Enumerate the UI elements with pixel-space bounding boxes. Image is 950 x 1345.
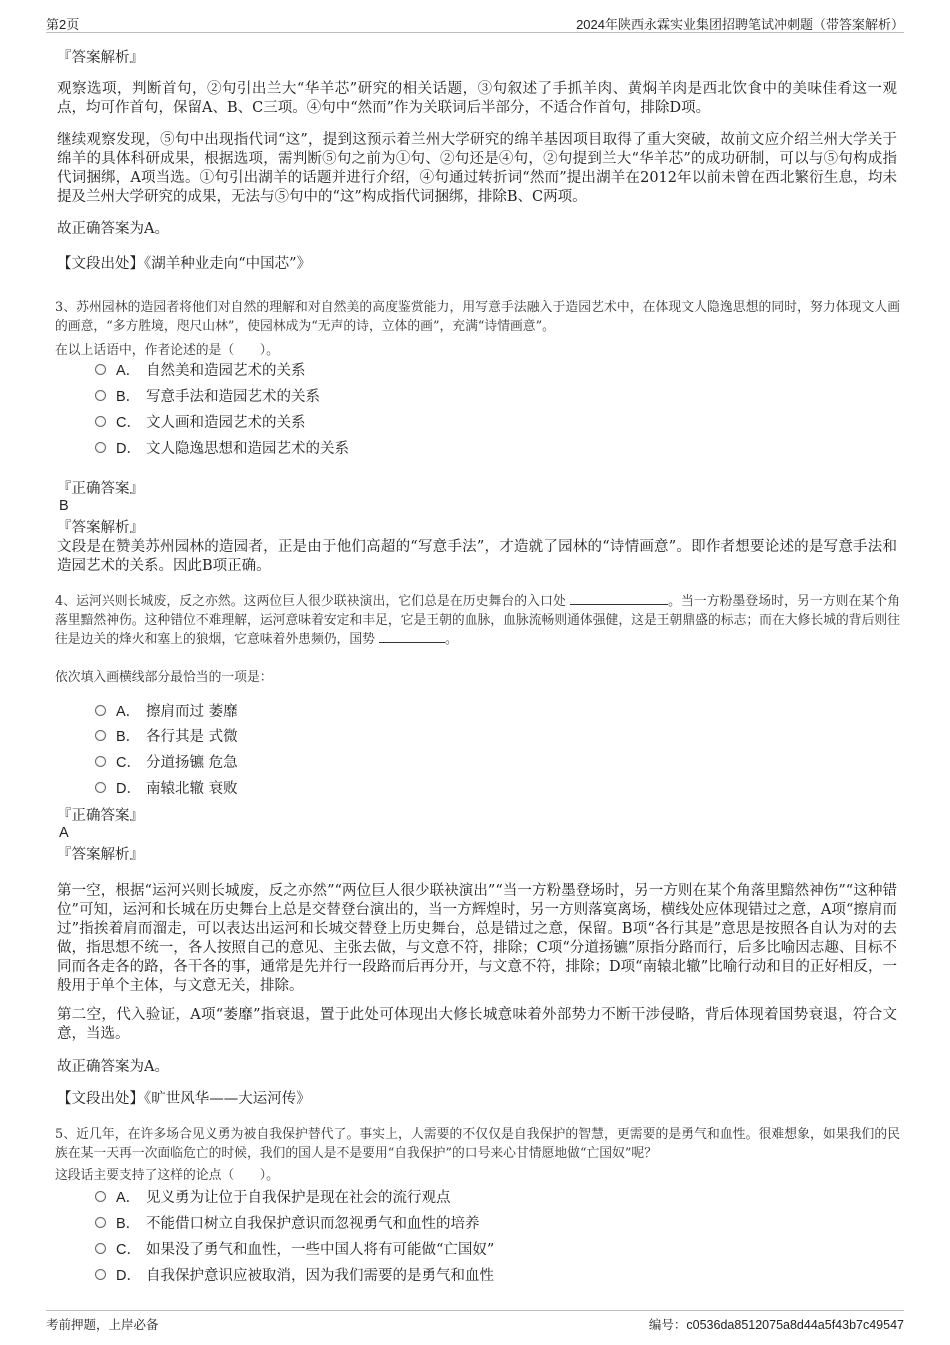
footer-slogan: 考前押题，上岸必备 [46, 1317, 159, 1332]
option-text: 不能借口树立自我保护意识而忽视勇气和血性的培养 [146, 1215, 480, 1232]
option-text: 各行其是 式微 [146, 728, 238, 745]
q4-option-c[interactable] [95, 750, 238, 772]
page-number: 第2页 [46, 17, 80, 32]
q3-answer-label: 『正确答案』 [57, 481, 144, 497]
q4-question: 依次填入画横线部分最恰当的一项是： [55, 670, 273, 685]
option-text: 见义勇为让位于自我保护是现在社会的流行观点 [146, 1189, 451, 1206]
q5-option-a[interactable] [95, 1185, 451, 1207]
q3-option-a[interactable] [95, 358, 306, 380]
q4-analysis-label: 『答案解析』 [57, 847, 144, 863]
radio-button[interactable] [95, 1217, 106, 1228]
q2-analysis-label: 『答案解析』 [57, 50, 144, 66]
radio-button[interactable] [95, 756, 106, 767]
fill-blank-2 [379, 630, 445, 643]
q5-question: 这段话主要支持了这样的论点（ ）。 [55, 1168, 279, 1183]
q2-conclusion: 故正确答案为A。 [57, 221, 169, 237]
radio-button[interactable] [95, 442, 106, 453]
option-text: 自我保护意识应被取消，因为我们需要的是勇气和血性 [146, 1267, 494, 1284]
option-key: A． [116, 1189, 141, 1206]
option-key: C． [116, 754, 141, 771]
q5-option-c[interactable] [95, 1237, 494, 1259]
page-footer [46, 1310, 904, 1333]
page-header [46, 12, 904, 33]
q3-question: 在以上话语中，作者论述的是（ ）。 [55, 343, 279, 358]
q4-option-b[interactable] [95, 724, 238, 746]
option-text: 文人隐逸思想和造园艺术的关系 [146, 440, 349, 457]
radio-button[interactable] [95, 1191, 106, 1202]
q5-option-d[interactable] [95, 1263, 494, 1285]
q3-option-d[interactable] [95, 436, 349, 458]
q2-analysis-paragraph-1: 观察选项，判断首句，②句引出兰大“华羊芯”研究的相关话题，③句叙述了手抓羊肉、黄焖羊肉是西北饮食中的美味佳肴这一观点，均可作首句，保留A、B、C三项。④句中“然而”作为关联词后半部分，不适合作首句，排除D项。 [57, 81, 897, 116]
q3-option-b[interactable] [95, 384, 320, 406]
option-text: 自然美和造园艺术的关系 [146, 362, 306, 379]
radio-button[interactable] [95, 364, 106, 375]
radio-button[interactable] [95, 782, 106, 793]
q3-analysis: 文段是在赞美苏州园林的造园者，正是由于他们高超的“写意手法”，才造就了园林的“诗情画意”。即作者想要论述的是写意手法和造园艺术的关系。因此B项正确。 [57, 539, 897, 574]
q2-analysis-paragraph-2: 继续观察发现，⑤句中出现指代词“这”，提到这预示着兰州大学研究的绵羊基因项目取得了重大突破，故前文应介绍兰州大学关于绵羊的具体科研成果，根据选项，需判断⑤句之前为①句、②句还是④句，②句提到兰大“华羊芯”的成功研制，可以与⑤句构成指代词捆绑，A项当选。①句引出湖羊的话题并进行介绍，④句通过转折词“然而”提出湖羊在2012年以前未曾在西北繁衍生息，均未提及兰州大学研究的成果，无法与⑤句中的“这”构成指代词捆绑，排除B、C两项。 [57, 132, 897, 205]
option-key: B． [116, 1215, 141, 1232]
q4-option-a[interactable] [95, 699, 238, 721]
radio-button[interactable] [95, 416, 106, 427]
q3-answer: B [59, 498, 69, 514]
option-key: D． [116, 780, 141, 797]
option-key: C． [116, 1241, 141, 1258]
option-key: A． [116, 362, 141, 379]
q5-stem: 5、近几年，在许多场合见义勇为被自我保护替代了。事实上，人需要的不仅仅是自我保护的智慧，更需要的是勇气和血性。很难想象，如果我们的民族在某一天再一次面临危亡的时候，我们的国人是不是要用“自我保护”的口号来心甘情愿地做“亡国奴”呢？ [55, 1127, 900, 1161]
q4-stem: 4、运河兴则长城废，反之亦然。这两位巨人很少联袂演出，它们总是在历史舞台的入口处 。当一方粉墨登场时，另一方则在某个角落里黯然神伤。这种错位不难理解，运河意味着安定和丰足，它是王朝的血脉，血脉流畅则通体强健，这是王朝鼎盛的标志；而在大修长城的背后则往往是边关的烽火和塞上的狼烟，它意味着外患频仍，国势 。 [55, 594, 900, 647]
q3-stem: 3、苏州园林的造园者将他们对自然的理解和对自然美的高度鉴赏能力，用写意手法融入于造园艺术中，在体现文人隐逸思想的同时，努力体现文人画的画意，“多方胜境，咫尺山林”，使园林成为“无声的诗，立体的画”，充满“诗情画意”。 [55, 300, 900, 334]
option-key: D． [116, 440, 141, 457]
option-key: C． [116, 414, 141, 431]
fill-blank-1 [570, 592, 668, 605]
radio-button[interactable] [95, 705, 106, 716]
q4-conclusion: 故正确答案为A。 [57, 1059, 169, 1075]
q4-analysis-paragraph-2: 第二空，代入验证，A项“萎靡”指衰退，置于此处可体现出大修长城意味着外部势力不断干涉侵略，背后体现着国势衰退，符合文意，当选。 [57, 1007, 897, 1042]
q3-option-c[interactable] [95, 410, 306, 432]
q4-answer-label: 『正确答案』 [57, 808, 144, 824]
q2-source: 【文段出处】《湖羊种业走向“中国芯”》 [57, 256, 312, 272]
q4-source: 【文段出处】《旷世风华——大运河传》 [57, 1091, 311, 1107]
q5-option-b[interactable] [95, 1211, 480, 1233]
q4-answer: A [59, 825, 69, 841]
radio-button[interactable] [95, 1269, 106, 1280]
option-text: 擦肩而过 萎靡 [146, 703, 238, 720]
radio-button[interactable] [95, 390, 106, 401]
option-text: 分道扬镳 危急 [146, 754, 238, 771]
option-key: B． [116, 388, 141, 405]
document-title: 2024年陕西永霖实业集团招聘笔试冲刺题（带答案解析） [576, 17, 904, 32]
option-key: B． [116, 728, 141, 745]
radio-button[interactable] [95, 730, 106, 741]
q4-analysis-paragraph-1: 第一空，根据“运河兴则长城废，反之亦然”“两位巨人很少联袂演出”“当一方粉墨登场时，另一方则在某个角落里黯然神伤”“这种错位”可知，运河和长城在历史舞台上总是交替登台演出的，当一方辉煌时，另一方则落寞离场，横线处应体现错过之意，A项“擦肩而过”指挨着肩而溜走，可以表达出运河和长城交替登上历史舞台，总是错过之意，保留。B项“各行其是”意思是按照各自认为对的去做，指思想不统一，各人按照自己的意见、主张去做，与文意不符，排除；C项“分道扬镳”原指分路而行，后多比喻因志趣、目标不同而各走各的路，各干各的事，通常是先并行一段路而后再分开，与文意不符，排除；D项“南辕北辙”比喻行动和目的正好相反，一般用于单个主体，与文意无关，排除。 [57, 883, 897, 994]
q3-analysis-label: 『答案解析』 [57, 520, 144, 536]
option-text: 文人画和造园艺术的关系 [146, 414, 306, 431]
option-key: D． [116, 1267, 141, 1284]
document-id: 编号：c0536da8512075a8d44a5f43b7c49547 [648, 1318, 904, 1332]
option-text: 如果没了勇气和血性，一些中国人将有可能做“亡国奴” [146, 1241, 495, 1258]
option-text: 写意手法和造园艺术的关系 [146, 388, 320, 405]
q4-option-d[interactable] [95, 776, 238, 798]
option-key: A． [116, 703, 141, 720]
option-text: 南辕北辙 衰败 [146, 780, 238, 797]
radio-button[interactable] [95, 1243, 106, 1254]
